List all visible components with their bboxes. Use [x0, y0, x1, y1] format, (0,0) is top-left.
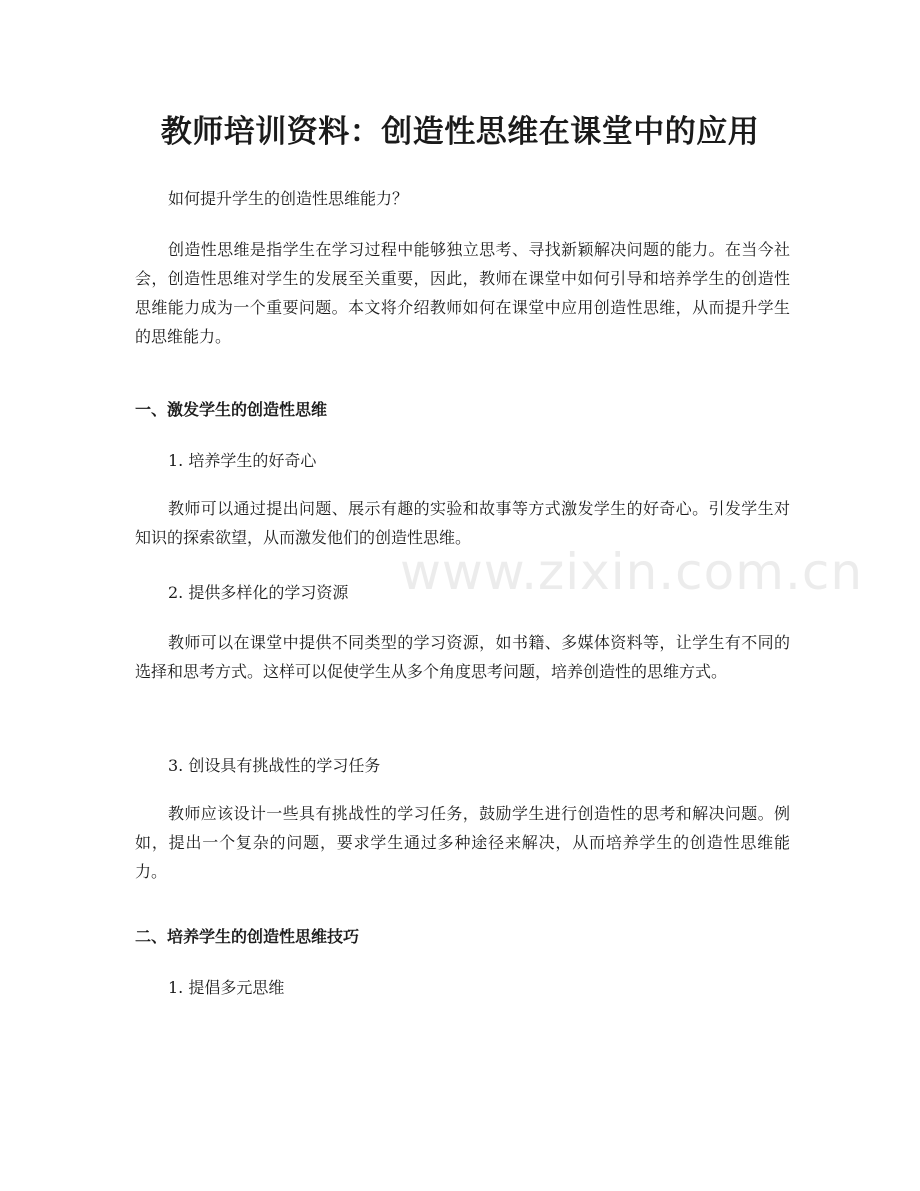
- section-1-item-2: 2. 提供多样化的学习资源: [168, 583, 349, 602]
- watermark: www.zixin.com.cn: [400, 543, 864, 601]
- document-title: 教师培训资料：创造性思维在课堂中的应用: [160, 114, 760, 150]
- section-2-heading: 二、培养学生的创造性思维技巧: [135, 927, 360, 946]
- section-1-item-2-text: 教师可以在课堂中提供不同类型的学习资源，如书籍、多媒体资料等，让学生有不同的选择和思考方式。这样可以促使学生从多个角度思考问题，培养创造性的思维方式。: [135, 633, 790, 681]
- section-1-item-1-text: 教师可以通过提出问题、展示有趣的实验和故事等方式激发学生的好奇心。引发学生对知识的探索欲望，从而激发他们的创造性思维。: [135, 499, 790, 547]
- section-1-item-3-text: 教师应该设计一些具有挑战性的学习任务，鼓励学生进行创造性的思考和解决问题。例如，提出一个复杂的问题，要求学生通过多种途径来解决，从而培养学生的创造性思维能力。: [135, 804, 790, 881]
- intro-question: 如何提升学生的创造性思维能力？: [168, 189, 409, 208]
- section-1-item-3: 3. 创设具有挑战性的学习任务: [168, 756, 381, 775]
- section-1-heading: 一、激发学生的创造性思维: [135, 400, 328, 419]
- section-2-item-1: 1. 提倡多元思维: [168, 978, 285, 997]
- intro-paragraph: 创造性思维是指学生在学习过程中能够独立思考、寻找新颖解决问题的能力。在当今社会，创造性思维对学生的发展至关重要，因此，教师在课堂中如何引导和培养学生的创造性思维能力成为一个重要问题。本文将介绍教师如何在课堂中应用创造性思维，从而提升学生的思维能力。: [135, 240, 790, 346]
- section-1-item-1: 1. 培养学生的好奇心: [168, 451, 317, 470]
